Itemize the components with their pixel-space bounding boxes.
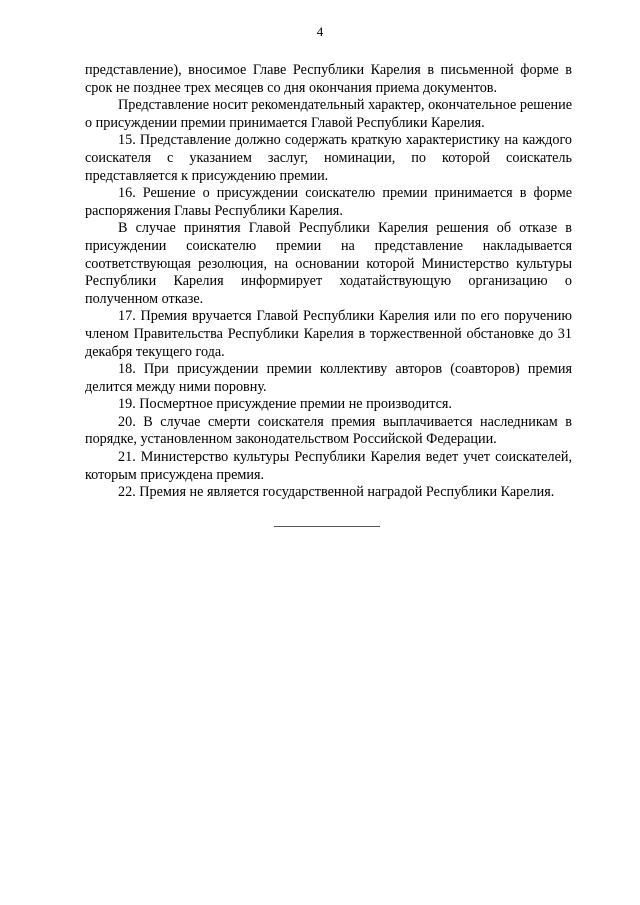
paragraph-clause-17: 17. Премия вручается Главой Республики Карелия или по его поручению членом Правительства Республики Карелия в торжественной обстановке до 31 декабря текущего года.	[85, 308, 572, 360]
paragraph-clause-20: 20. В случае смерти соискателя премия выплачивается наследникам в порядке, установленном законодательством Российской Федерации.	[85, 413, 572, 448]
paragraph-recommendation: Представление носит рекомендательный характер, окончательное решение о присуждении премии принимается Главой Республики Карелия.	[85, 97, 572, 131]
paragraph-clause-22: 22. Премия не является государственной наградой Республики Карелия.	[118, 484, 555, 501]
paragraph-refusal: В случае принятия Главой Республики Карелия решения об отказе в присуждении соискателю премии на представление накладывается соответствующая резолюция, на основании которой Министерство культуры Республики Карелия информирует ходатайствующую организацию о полученном отказе.	[85, 220, 572, 307]
document-body	[85, 62, 572, 502]
end-divider-line	[274, 526, 380, 527]
paragraph-clause-19: 19. Посмертное присуждение премии не производится.	[118, 396, 452, 413]
paragraph-continuation: представление), вносимое Главе Республики Карелия в письменной форме в срок не позднее трех месяцев со дня окончания приема документов.	[85, 62, 572, 96]
paragraph-clause-16: 16. Решение о присуждении соискателю премии принимается в форме распоряжения Главы Республики Карелия.	[85, 185, 572, 219]
page-number: 4	[316, 24, 324, 39]
paragraph-clause-15: 15. Представление должно содержать краткую характеристику на каждого соискателя с указанием заслуг, номинации, по которой соискатель представляется к присуждению премии.	[85, 132, 572, 184]
paragraph-clause-18: 18. При присуждении премии коллективу авторов (соавторов) премия делится между ними поровну.	[85, 361, 572, 395]
paragraph-clause-21: 21. Министерство культуры Республики Карелия ведет учет соискателей, которым присуждена премия.	[85, 449, 572, 483]
